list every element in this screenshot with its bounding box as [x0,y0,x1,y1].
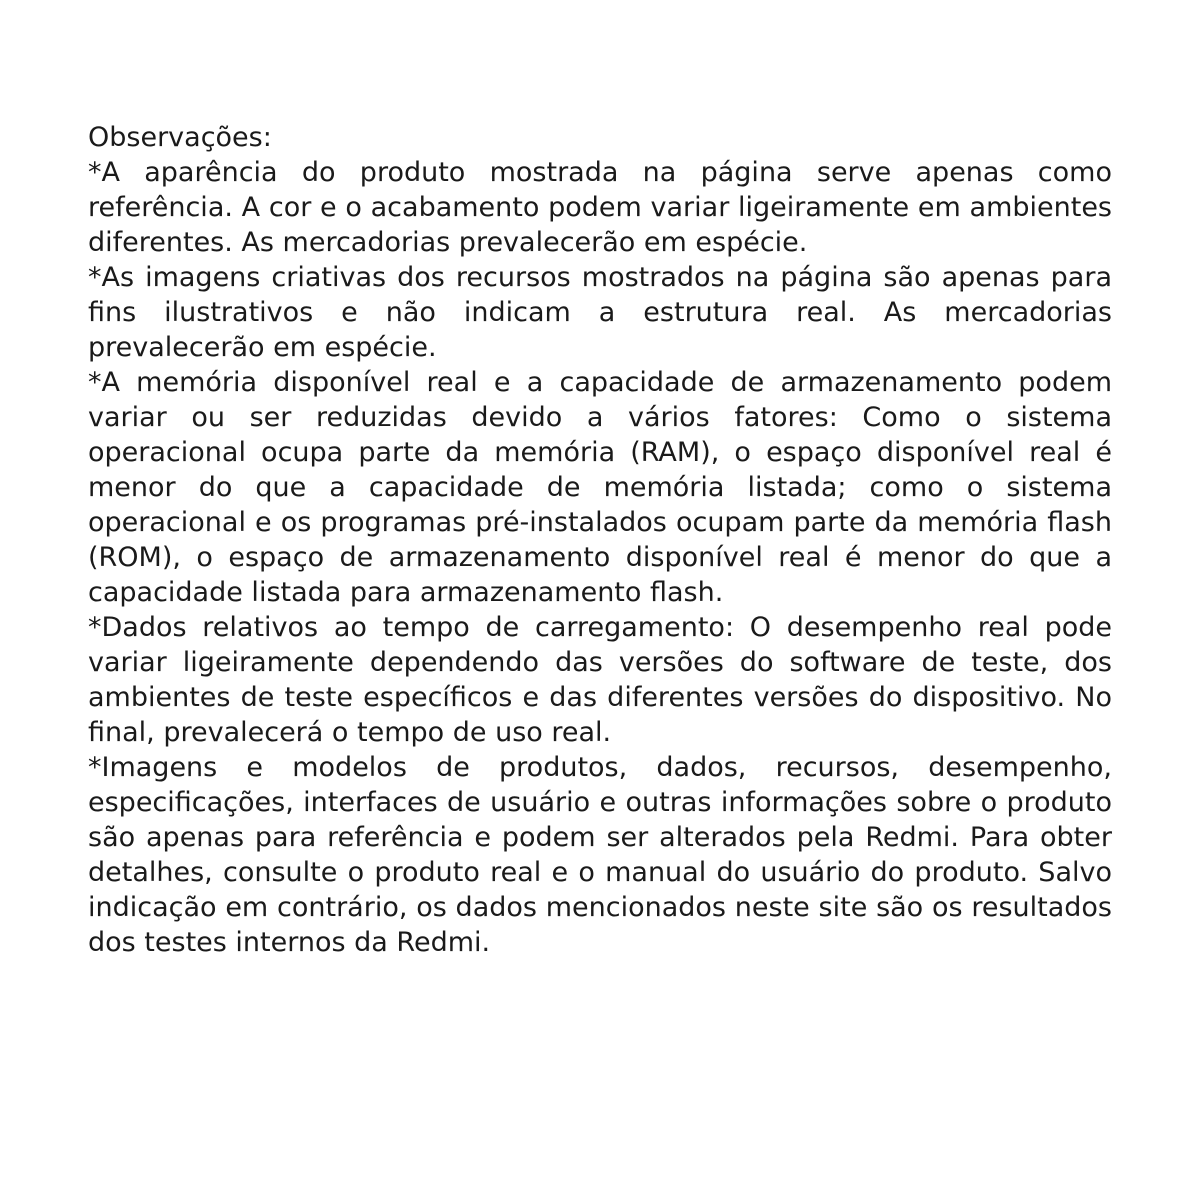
notes-block [88,120,1112,960]
note-charging-time: *Dados relativos ao tempo de carregamento: O desempenho real pode variar ligeiramente dependendo das versões do software de teste, dos ambientes de teste específicos e das diferentes versões do dispositivo. No final, prevalecerá o tempo de uso real. [88,612,1112,748]
note-product-appearance: *A aparência do produto mostrada na página serve apenas como referência. A cor e o acabamento podem variar ligeiramente em ambientes diferentes. As mercadorias prevalecerão em espécie. [88,157,1112,258]
note-product-information: *Imagens e modelos de produtos, dados, recursos, desempenho, especificações, interfaces de usuário e outras informações sobre o produto são apenas para referência e podem ser alterados pela Redmi. Para obter detalhes, consulte o produto real e o manual do usuário do produto. Salvo indicação em contrário, os dados mencionados neste site são os resultados dos testes internos da Redmi. [88,752,1112,958]
notes-heading: Observações: [88,122,272,153]
note-creative-images: *As imagens criativas dos recursos mostrados na página são apenas para fins ilustrativos e não indicam a estrutura real. As mercadorias prevalecerão em espécie. [88,262,1112,363]
note-memory-storage: *A memória disponível real e a capacidade de armazenamento podem variar ou ser reduzidas devido a vários fatores: Como o sistema operacional ocupa parte da memória (RAM), o espaço disponível real é menor do que a capacidade de memória listada; como o sistema operacional e os programas pré-instalados ocupam parte da memória flash (ROM), o espaço de armazenamento disponível real é menor do que a capacidade listada para armazenamento flash. [88,367,1112,608]
